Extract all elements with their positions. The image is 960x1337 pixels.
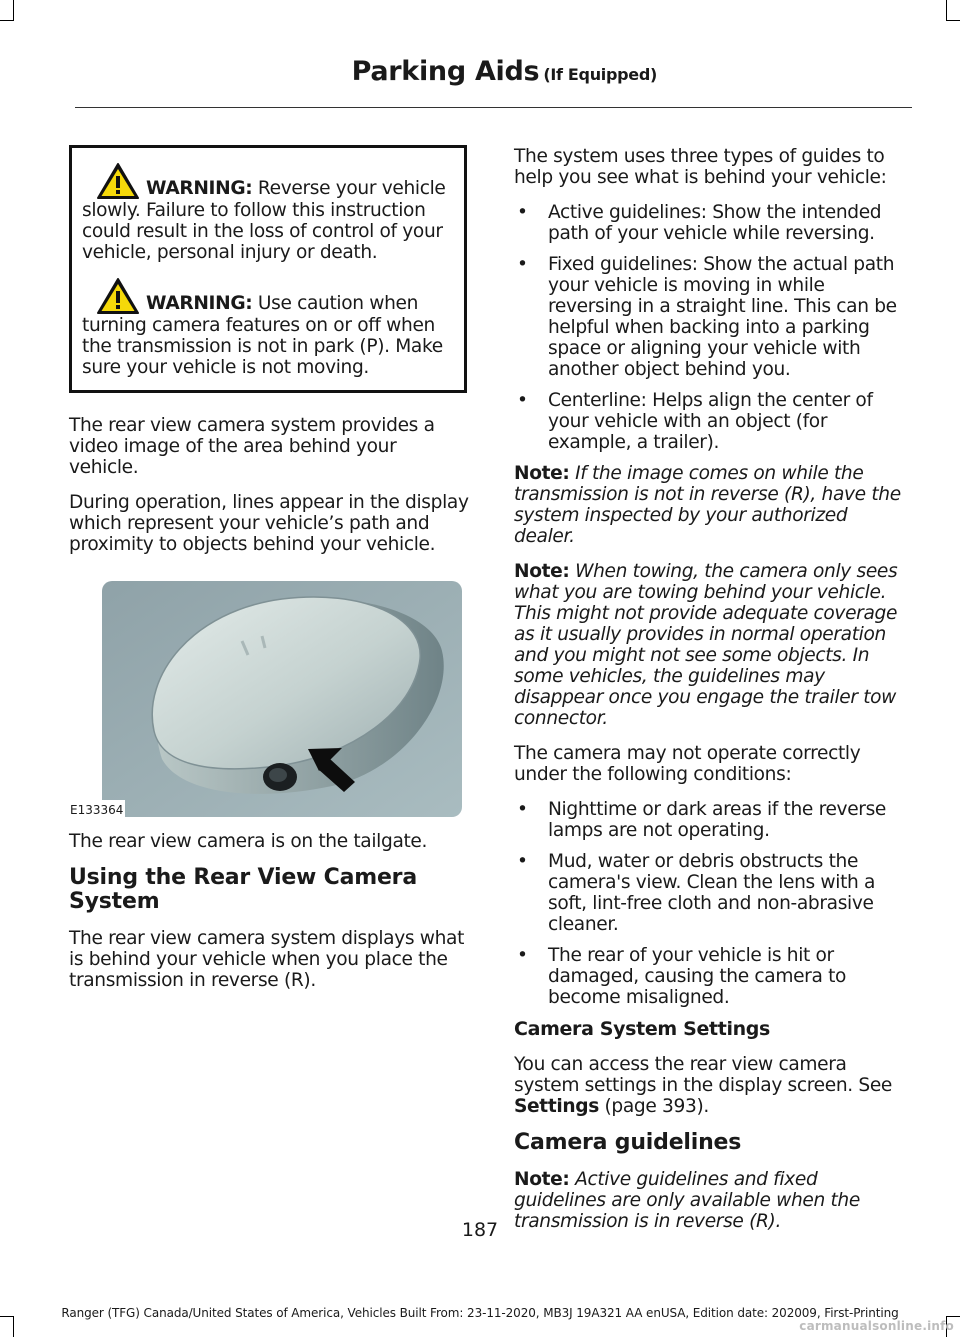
header-title: Parking Aids <box>351 56 540 87</box>
note-text: If the image comes on while the transmission is not in reverse (R), have the system inspected by your authorized dealer. <box>514 463 901 547</box>
warning-text: Reverse your vehicle slowly. Failure to follow this instruction could result in the loss of control of your vehicle, personal injury or death. <box>82 178 446 263</box>
crop-mark <box>0 20 14 21</box>
footer-text: Ranger (TFG) Canada/United States of America, Vehicles Built From: 23-11-2020, MB3J 19A321 AA enUSA, Edition date: 202009, First-Printing <box>61 1306 899 1320</box>
body-paragraph: During operation, lines appear in the display which represent your vehicle’s path and proximity to objects behind your vehicle. <box>69 492 469 555</box>
list-item: • Fixed guidelines: Show the actual path your vehicle is moving in while reversing in a straight line. This can be helpful when backing into a parking space or aligning your vehicle with another object behind you. <box>514 254 910 380</box>
warning-item <box>82 277 456 378</box>
settings-text: You can access the rear view camera system settings in the display screen. See <box>514 1054 893 1096</box>
note <box>514 463 910 547</box>
note-label: Note: <box>514 463 570 484</box>
note-label: Note: <box>514 1169 570 1190</box>
warning-triangle-icon <box>96 162 140 200</box>
warning-box <box>69 145 467 393</box>
rear-camera-figure <box>69 569 461 817</box>
left-column <box>69 145 469 1005</box>
settings-page-ref: (page 393). <box>598 1096 709 1117</box>
right-column <box>514 146 910 1246</box>
figure-caption: The rear view camera is on the tailgate. <box>69 831 428 852</box>
crop-mark <box>946 20 960 21</box>
warning-label: WARNING: <box>146 178 253 199</box>
list-item: • The rear of your vehicle is hit or damaged, causing the camera to become misaligned. <box>514 945 910 1008</box>
subsection-heading: Camera System Settings <box>514 1018 770 1040</box>
crop-mark <box>946 0 947 21</box>
conditions-list <box>514 799 910 1008</box>
tailgate-camera-illustration <box>102 581 462 817</box>
settings-link[interactable]: Settings <box>514 1096 599 1117</box>
list-item: • Nighttime or dark areas if the reverse lamps are not operating. <box>514 799 910 841</box>
warning-text: Use caution when turning camera features on or off when the transmission is not in park (P). Make sure your vehicle is not moving. <box>82 293 443 378</box>
list-item: • Active guidelines: Show the intended path of your vehicle while reversing. <box>514 202 910 244</box>
note-label: Note: <box>514 561 570 582</box>
body-paragraph: The system uses three types of guides to help you see what is behind your vehicle: <box>514 146 887 188</box>
warning-triangle-icon <box>96 277 140 315</box>
figure-id: E133364 <box>68 800 125 821</box>
section-heading: Camera guidelines <box>514 1130 742 1155</box>
body-paragraph: The rear view camera system provides a video image of the area behind your vehicle. <box>69 415 435 478</box>
header-subtitle: (If Equipped) <box>543 65 657 84</box>
header-rule <box>75 107 912 108</box>
page-header <box>352 56 657 87</box>
crop-mark <box>13 0 14 21</box>
section-heading: Using the Rear View Camera System <box>69 865 417 914</box>
watermark: carmanualsonline.info <box>799 1319 954 1333</box>
guides-list <box>514 202 910 453</box>
note-text: Active guidelines and fixed guidelines are only available when the transmission is in reverse (R). <box>514 1169 860 1232</box>
body-paragraph <box>514 1054 910 1117</box>
list-item: • Centerline: Helps align the center of your vehicle with an object (for example, a trailer). <box>514 390 910 453</box>
list-item: • Mud, water or debris obstructs the camera's view. Clean the lens with a soft, lint-free cloth and non-abrasive cleaner. <box>514 851 910 935</box>
note-text: When towing, the camera only sees what you are towing behind your vehicle. This might not provide adequate coverage as it usually provides in normal operation and you might not see some objects. In some vehicles, the guidelines may disappear once you engage the trailer tow connector. <box>514 561 898 729</box>
body-paragraph: The camera may not operate correctly under the following conditions: <box>514 743 861 785</box>
warning-item <box>82 162 456 263</box>
page-number: 187 <box>461 1219 499 1241</box>
warning-label: WARNING: <box>146 293 253 314</box>
body-paragraph: The rear view camera system displays what is behind your vehicle when you place the transmission in reverse (R). <box>69 928 465 991</box>
note <box>514 561 910 729</box>
